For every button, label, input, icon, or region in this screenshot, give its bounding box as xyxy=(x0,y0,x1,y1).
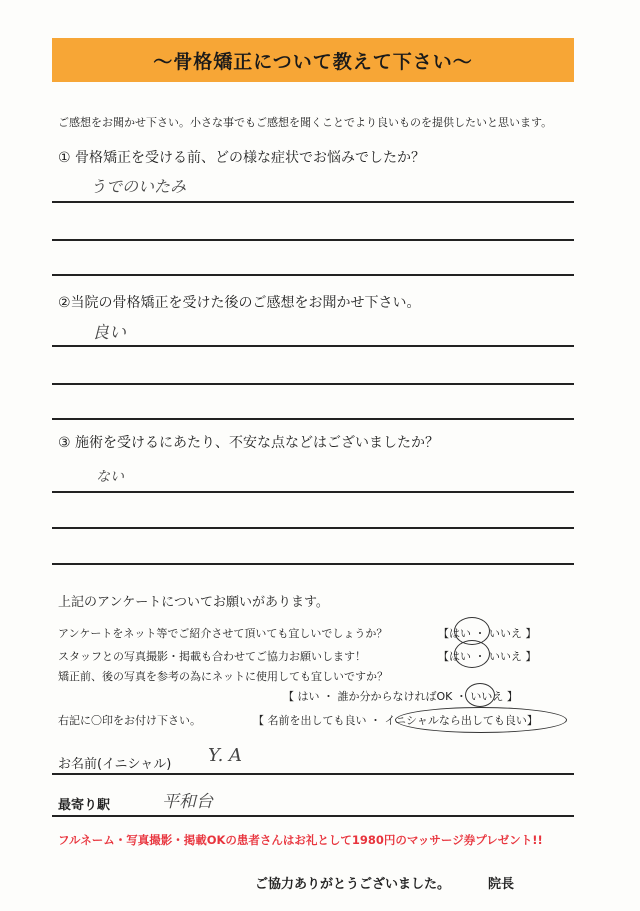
name-line xyxy=(52,773,574,775)
request-1-text: アンケートをネット等でご紹介させて頂いても宜しいでしょうか？ xyxy=(58,627,388,640)
selection-circle xyxy=(465,683,495,707)
answer-3: ない xyxy=(96,469,124,485)
station-label: 最寄り駅 xyxy=(58,798,111,813)
answer-line xyxy=(52,418,574,420)
answer-1: うでのいたみ xyxy=(90,177,187,196)
intro-text: ご感想をお聞かせ下さい。小さな事でもご感想を聞くことでより良いものを提供したいと思います。 xyxy=(58,116,553,129)
request-2-text: スタッフとの写真撮影・掲載も合わせてご協力お願いします！ xyxy=(58,650,366,663)
answer-2: 良い xyxy=(92,323,126,343)
page-title: ～骨格矯正について教えて下さい～ xyxy=(153,50,473,73)
answer-line xyxy=(52,491,574,493)
answer-line xyxy=(52,274,574,276)
question-3: ③ 施術を受けるにあたり、不安な点などはございましたか？ xyxy=(58,435,439,451)
answer-line xyxy=(52,563,574,565)
request-3-options: 【 はい ・ 誰か分からなければOK ・ いいえ 】 xyxy=(283,690,518,703)
answer-line xyxy=(52,239,574,241)
station-value: 平和台 xyxy=(162,792,213,812)
request-2-options: 【はい ・ いいえ 】 xyxy=(438,650,537,663)
station-line xyxy=(52,815,574,817)
answer-line xyxy=(52,383,574,385)
request-1-options: 【はい ・ いいえ 】 xyxy=(438,627,537,640)
answer-line xyxy=(52,345,574,347)
question-2: ②当院の骨格矯正を受けた後のご感想をお聞かせ下さい。 xyxy=(58,295,421,311)
name-value: Y. A xyxy=(208,745,243,766)
request-4-options: 【 名前を出しても良い ・ イニシャルなら出しても良い】 xyxy=(253,714,538,727)
request-4-text: 右記に〇印をお付け下さい。 xyxy=(58,714,201,727)
selection-circle xyxy=(395,707,567,733)
promo-text: フルネーム・写真撮影・掲載OKの患者さんはお礼として1980円のマッサージ券プレゼント!! xyxy=(58,833,543,847)
name-label: お名前(イニシャル) xyxy=(58,757,172,772)
page-title-banner xyxy=(52,38,574,82)
selection-circle xyxy=(454,640,490,668)
question-1: ① 骨格矯正を受ける前、どの様な症状でお悩みでしたか？ xyxy=(58,150,425,166)
answer-line xyxy=(52,201,574,203)
signature: 院長 xyxy=(488,877,515,892)
answer-line xyxy=(52,527,574,529)
thanks-text: ご協力ありがとうございました。 xyxy=(255,877,451,892)
request-heading: 上記のアンケートについてお願いがあります。 xyxy=(58,595,329,610)
request-3-text: 矯正前、後の写真を参考の為にネットに使用しても宜しいですか？ xyxy=(58,670,388,683)
